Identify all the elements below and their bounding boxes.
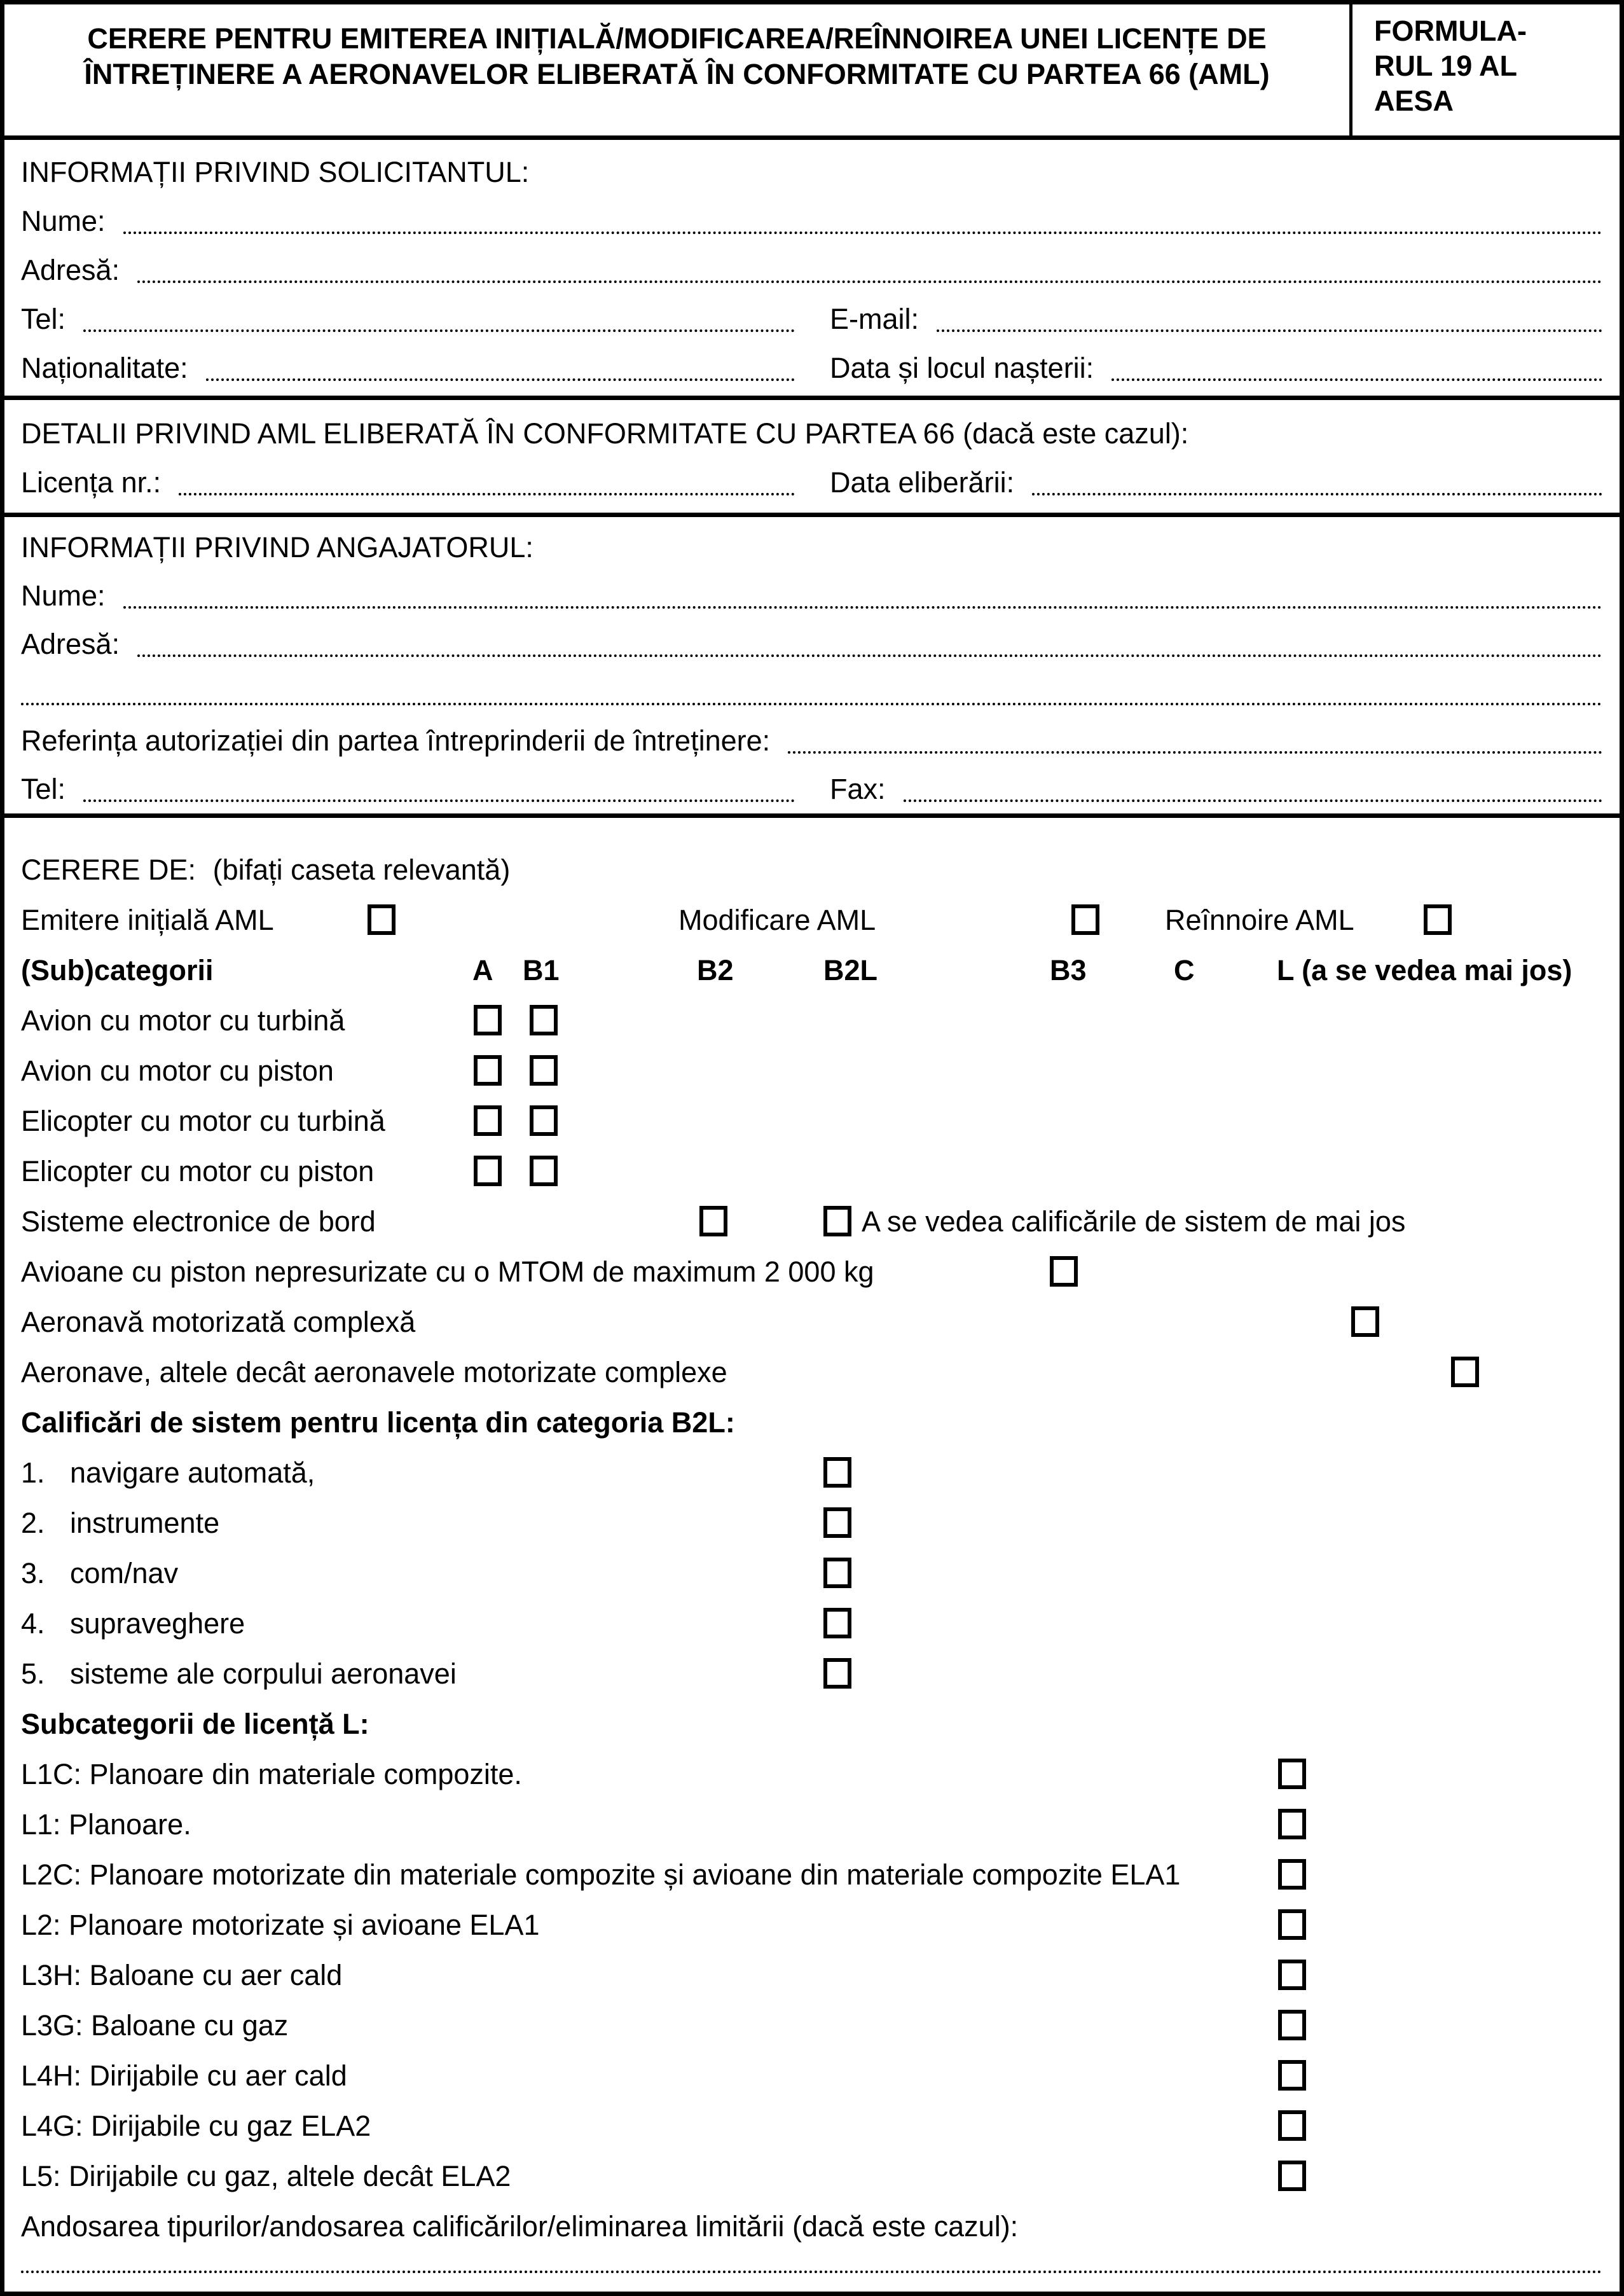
b2l-rating-row-2 [4,1498,1620,1548]
row-avionics-note: A se vedea calificările de sistem de mai jos [862,1205,1406,1238]
l-subcategory-row-l4h [4,2050,1620,2101]
checkbox-l1[interactable] [1278,1809,1306,1839]
b2l-rating-2-label: instrumente [70,1507,220,1539]
row-other-aircraft-label: Aeronave, altele decât aeronavele motorizate complexe [21,1356,727,1388]
checkbox-avionics-b2l[interactable] [823,1206,851,1236]
employer-name-label: Nume: [21,579,106,612]
checkbox-turbine-aeroplanes-a[interactable] [474,1005,502,1035]
licence-no-date-row [21,458,1602,507]
column-b2: B2 [697,954,734,986]
column-a: A [472,954,493,986]
licence-no-field[interactable] [179,458,795,495]
section-application [4,818,1620,2292]
section-applicant [4,140,1620,400]
b2l-rating-4-label: supraveghere [70,1607,245,1640]
row-piston-aeroplanes-label: Avion cu motor cu piston [21,1055,334,1087]
b2l-rating-2-number: 2. [21,1507,45,1539]
row-turbine-aeroplanes [4,995,1620,1046]
endorsement-field[interactable] [21,2251,1602,2273]
l-subcategory-row-l2c [4,1850,1620,1900]
checkbox-turbine-helicopters-b1[interactable] [530,1105,558,1136]
column-b1: B1 [523,954,560,986]
employer-authorisation-label: Referința autorizației din partea întreprinderii de întreținere: [21,724,771,757]
employer-address-field-line2[interactable] [21,668,1602,705]
checkbox-l3g[interactable] [1278,2010,1306,2040]
employer-authorisation-field[interactable] [788,717,1602,754]
row-turbine-helicopters-label: Elicopter cu motor cu turbină [21,1105,385,1137]
form-number-line-1: FORMULA- [1374,15,1527,47]
application-title: CERERE DE: [21,854,196,886]
employer-address-row [21,620,1602,668]
employer-tel-label: Tel: [21,773,66,805]
row-piston-unpressurised-label: Avioane cu piston nepresurizate cu o MTOM de maximum 2 000 kg [21,1255,874,1288]
b2l-rating-5-label: sisteme ale corpului aeronavei [70,1657,457,1690]
row-piston-aeroplanes [4,1046,1620,1096]
endorsement-label: Andosarea tipurilor/andosarea calificărilor/eliminarea limitării (dacă este cazul): [21,2210,1019,2243]
application-instruction: (bifați caseta relevantă) [212,854,511,886]
checkbox-b2l-autoflight[interactable] [823,1457,851,1488]
l-subcategory-row-l1c [4,1749,1620,1799]
l-subcategory-l2c-label: L2C: Planoare motorizate din materiale compozite și avioane din materiale compozite ELA1 [21,1858,1181,1891]
b2l-rating-row-3 [4,1548,1620,1598]
form-title [4,4,1349,135]
form-title-line-2: ÎNTREȚINERE A AERONAVELOR ELIBERATĂ ÎN CONFORMITATE CU PARTEA 66 (AML) [84,58,1270,90]
row-complex-aircraft [4,1297,1620,1347]
employer-fax-field[interactable] [904,765,1602,802]
b2l-rating-4-number: 4. [21,1607,45,1640]
checkbox-b2l-comnav[interactable] [823,1558,851,1588]
checkbox-complex-aircraft-c[interactable] [1351,1306,1379,1337]
application-type-renewal-label: Reînnoire AML [1165,904,1354,936]
form-number [1352,4,1620,135]
checkbox-b2l-surveillance[interactable] [823,1608,851,1638]
subcategory-header-row [4,945,1620,995]
employer-address-continuation-row [21,668,1602,717]
checkbox-piston-aeroplanes-a[interactable] [474,1055,502,1086]
checkbox-l3h[interactable] [1278,1960,1306,1990]
column-l: L (a se vedea mai jos) [1277,954,1572,986]
column-c: C [1174,954,1195,986]
column-b3: B3 [1050,954,1087,986]
application-type-row [4,895,1620,945]
checkbox-piston-helicopters-b1[interactable] [530,1156,558,1186]
b2l-ratings-title-row [4,1397,1620,1448]
checkbox-b2l-instruments[interactable] [823,1507,851,1538]
checkbox-amendment[interactable] [1071,904,1099,935]
section-employer-title-row [21,523,1602,572]
l-subcategory-row-l2 [4,1900,1620,1950]
endorsement-fill-row [4,2251,1620,2279]
checkbox-initial-issue[interactable] [368,904,396,935]
form-number-line-2: RUL 19 AL [1374,50,1518,82]
section-licence-details-title: DETALII PRIVIND AML ELIBERATĂ ÎN CONFORMITATE CU PARTEA 66 (dacă este cazul): [21,417,1189,450]
section-applicant-title: INFORMAȚII PRIVIND SOLICITANTUL: [21,156,530,188]
applicant-tel-email-row [21,294,1602,343]
section-applicant-title-row [21,148,1602,197]
b2l-rating-5-number: 5. [21,1657,45,1690]
column-subcategories: (Sub)categorii [21,954,214,986]
employer-tel-field[interactable] [83,765,795,802]
row-turbine-aeroplanes-label: Avion cu motor cu turbină [21,1004,345,1037]
row-other-aircraft [4,1347,1620,1397]
b2l-rating-3-number: 3. [21,1557,45,1589]
section-employer [4,517,1620,818]
checkbox-l1c[interactable] [1278,1759,1306,1789]
application-title-row [4,845,1620,895]
checkbox-l2c[interactable] [1278,1859,1306,1890]
applicant-birth-label: Data și locul nașterii: [830,352,1094,384]
checkbox-renewal[interactable] [1424,904,1452,935]
row-piston-unpressurised [4,1247,1620,1297]
b2l-ratings-title: Calificări de sistem pentru licența din categoria B2L: [21,1406,735,1439]
b2l-rating-row-1 [4,1448,1620,1498]
checkbox-piston-helicopters-a[interactable] [474,1156,502,1186]
applicant-tel-label: Tel: [21,303,66,335]
l-subcategory-l4h-label: L4H: Dirijabile cu aer cald [21,2059,347,2092]
row-piston-helicopters [4,1146,1620,1196]
employer-address-label: Adresă: [21,628,120,660]
b2l-rating-row-5 [4,1649,1620,1699]
b2l-rating-row-4 [4,1598,1620,1649]
l-subcategory-row-l3h [4,1950,1620,2000]
applicant-address-field[interactable] [137,246,1602,283]
l-subcategory-row-l5 [4,2151,1620,2201]
applicant-email-label: E-mail: [830,303,919,335]
form-header [4,4,1620,140]
employer-name-field[interactable] [123,572,1602,609]
b2l-rating-1-number: 1. [21,1456,45,1489]
checkbox-other-aircraft-l[interactable] [1451,1357,1479,1387]
applicant-nationality-birth-row [21,343,1602,392]
b2l-rating-3-label: com/nav [70,1557,179,1589]
applicant-name-field[interactable] [123,197,1602,234]
checkbox-l4h[interactable] [1278,2060,1306,2091]
l-subcategories-title: Subcategorii de licență L: [21,1708,369,1740]
l-subcategory-l3g-label: L3G: Baloane cu gaz [21,2009,289,2042]
row-piston-helicopters-label: Elicopter cu motor cu piston [21,1155,375,1187]
l-subcategory-row-l4g [4,2101,1620,2151]
l-subcategory-row-l1 [4,1799,1620,1850]
row-avionics-label: Sisteme electronice de bord [21,1205,376,1238]
l-subcategories-title-row [4,1699,1620,1749]
form-number-line-3: AESA [1374,85,1454,117]
l-subcategory-l1-label: L1: Planoare. [21,1808,191,1841]
l-subcategory-l5-label: L5: Dirijabile cu gaz, altele decât ELA2 [21,2160,511,2192]
l-subcategory-l1c-label: L1C: Planoare din materiale compozite. [21,1758,522,1790]
b2l-rating-1-label: navigare automată, [70,1456,315,1489]
checkbox-l4g[interactable] [1278,2110,1306,2141]
endorsement-row [4,2201,1620,2251]
application-type-amendment-label: Modificare AML [678,904,876,936]
l-subcategory-l2-label: L2: Planoare motorizate și avioane ELA1 [21,1909,540,1941]
section-employer-title: INFORMAȚII PRIVIND ANGAJATORUL: [21,531,533,564]
applicant-tel-field[interactable] [83,294,795,332]
applicant-name-label: Nume: [21,205,106,237]
applicant-address-row [21,246,1602,294]
checkbox-piston-aeroplanes-b1[interactable] [530,1055,558,1086]
issue-date-label: Data eliberării: [830,466,1015,499]
checkbox-turbine-aeroplanes-b1[interactable] [530,1005,558,1035]
section-licence-details-title-row [21,409,1602,458]
checkbox-piston-unpressurised-b3[interactable] [1050,1256,1078,1287]
form-title-line-1: CERERE PENTRU EMITEREA INIȚIALĂ/MODIFICAREA/REÎNNOIREA UNEI LICENȚE DE [87,22,1267,55]
applicant-name-row [21,197,1602,246]
l-subcategory-l4g-label: L4G: Dirijabile cu gaz ELA2 [21,2110,371,2142]
applicant-nationality-field[interactable] [206,343,795,381]
checkbox-l5[interactable] [1278,2161,1306,2191]
applicant-nationality-label: Naționalitate: [21,352,188,384]
application-title-group [21,845,510,895]
employer-authorisation-row [21,717,1602,765]
applicant-address-label: Adresă: [21,254,120,286]
column-b2l: B2L [823,954,878,986]
row-avionics [4,1196,1620,1247]
checkbox-b2l-airframe-systems[interactable] [823,1658,851,1689]
checkbox-turbine-helicopters-a[interactable] [474,1105,502,1136]
employer-tel-fax-row [21,765,1602,813]
applicant-birth-field[interactable] [1111,343,1602,381]
l-subcategory-row-l3g [4,2000,1620,2050]
checkbox-avionics-b2[interactable] [699,1206,727,1236]
application-type-initial-label: Emitere inițială AML [21,904,274,936]
section-licence-details [4,400,1620,517]
employer-fax-label: Fax: [830,773,886,805]
issue-date-field[interactable] [1032,458,1602,495]
row-turbine-helicopters [4,1096,1620,1146]
l-subcategory-l3h-label: L3H: Baloane cu aer cald [21,1959,343,1991]
applicant-email-field[interactable] [937,294,1602,332]
licence-no-label: Licența nr.: [21,466,162,499]
employer-name-row [21,572,1602,620]
row-complex-aircraft-label: Aeronavă motorizată complexă [21,1306,416,1338]
checkbox-l2[interactable] [1278,1909,1306,1940]
employer-address-field[interactable] [137,620,1602,657]
